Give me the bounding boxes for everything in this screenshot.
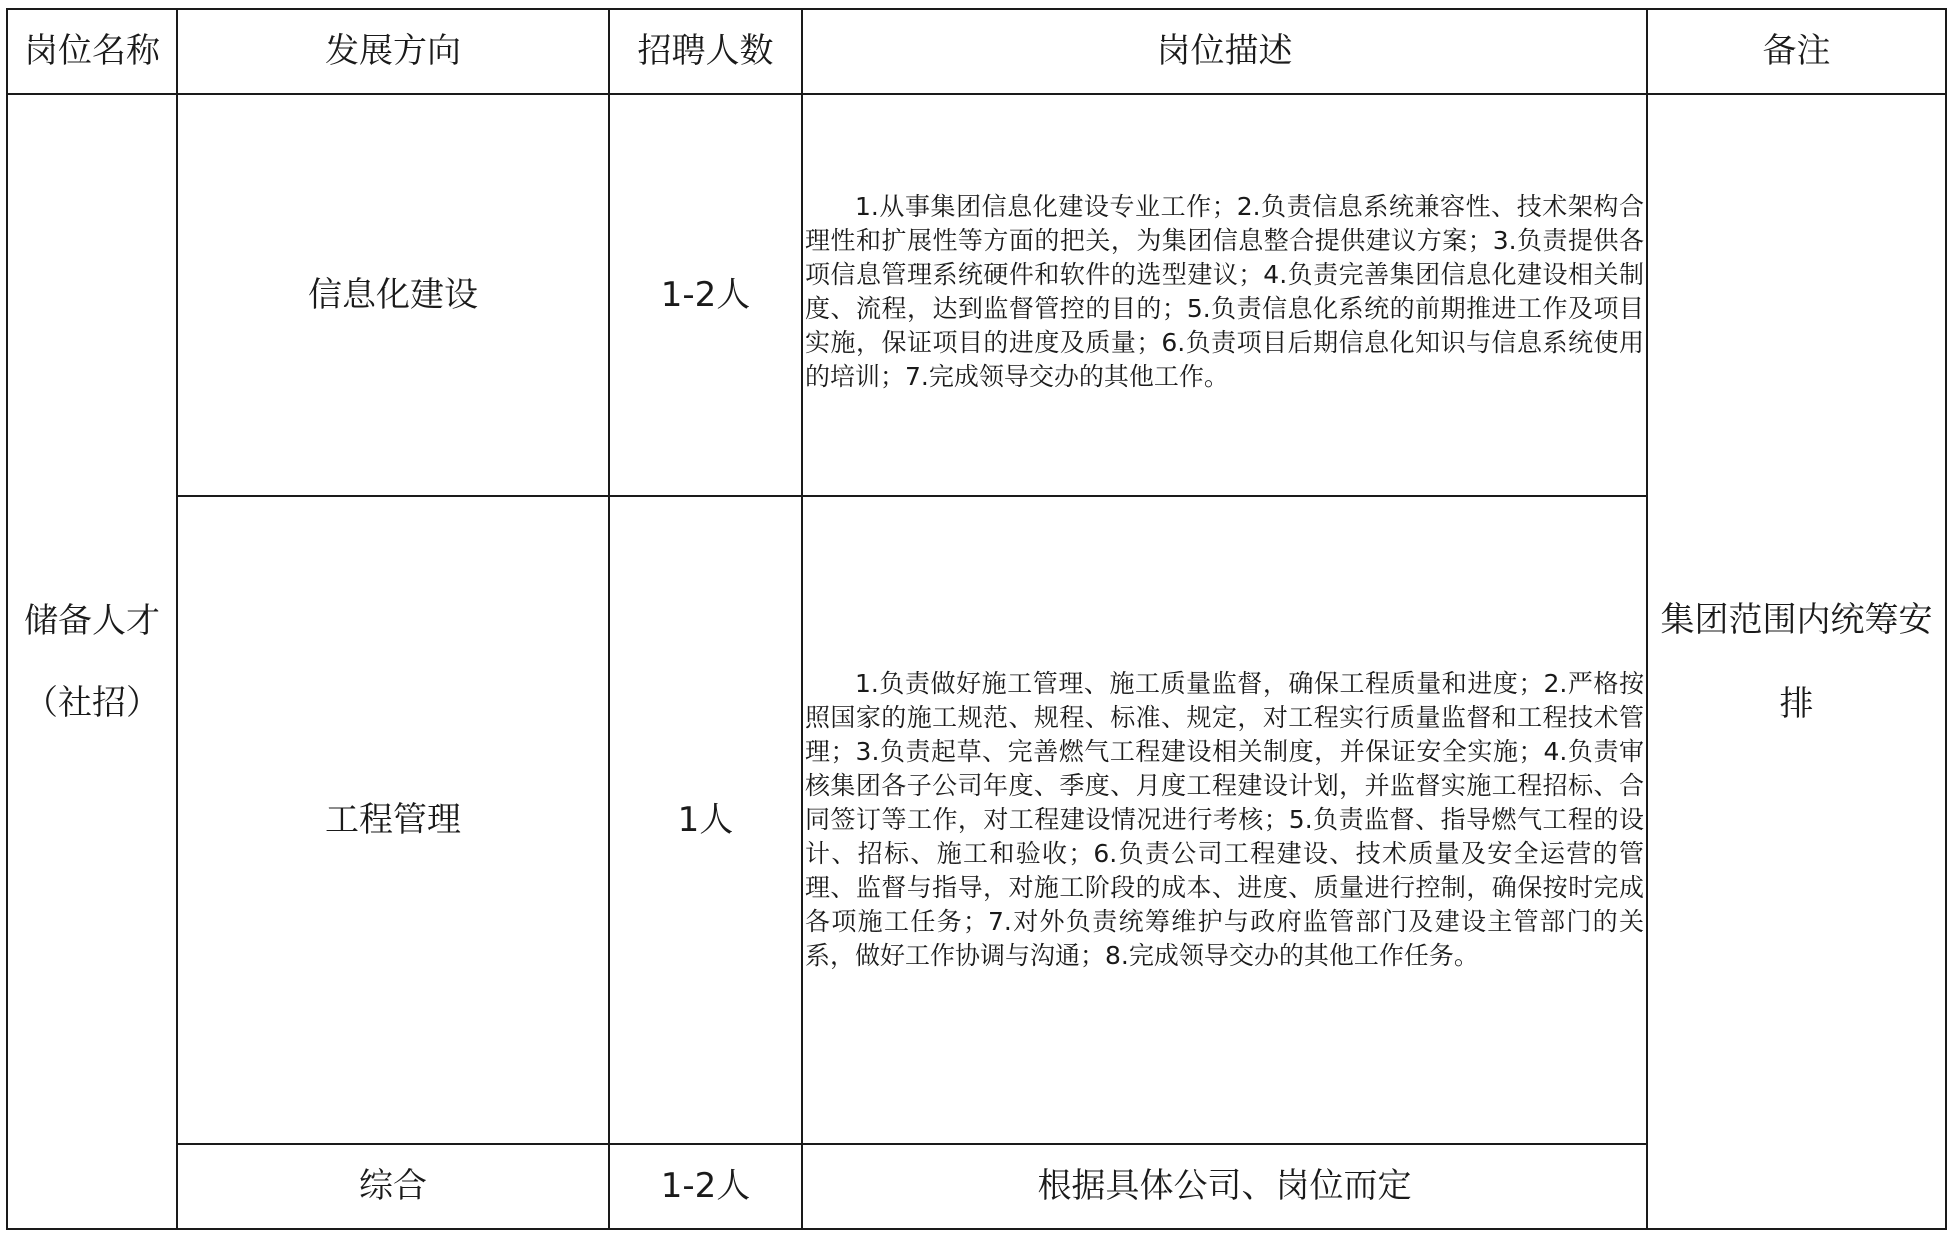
header-remark: 备注 [1762,31,1831,72]
remark-line2: 排 [1779,683,1814,724]
header-headcount: 招聘人数 [637,31,774,72]
row3-headcount: 1-2人 [660,1166,751,1207]
row2-description: 1.负责做好施工管理、施工质量监督，确保工程质量和进度；2.严格按照国家的施工规范、规程、标准、规定，对工程实行质量监督和工程技术管理；3.负责起草、完善燃气工程建设相关制度，并保证安全实施；4.负责审核集团各子公司年度、季度、月度工程建设计划，并监督实施工程招标、合同签订等工作，对工程建设情况进行考核；5.负责监督、指导燃气工程的设计、招标、施工和验收；6.负责公司工程建设、技术质量及安全运营的管理、监督与指导，对施工阶段的成本、进度、质量进行控制，确保按时完成各项施工任务；7.对外负责统筹维护与政府监管部门及建设主管部门的关系，做好工作协调与沟通；8.完成领导交办的其他工作任务。 [805,669,1644,970]
row2-headcount: 1人 [677,799,734,840]
col-divider-3 [801,8,803,1230]
header-position-name: 岗位名称 [24,31,160,72]
table-border-right [1945,8,1947,1230]
row1-description: 1.从事集团信息化建设专业工作；2.负责信息系统兼容性、技术架构合理性和扩展性等方面的把关，为集团信息整合提供建议方案；3.负责提供各项信息管理系统硬件和软件的选型建议；4.负责完善集团信息化建设相关制度、流程，达到监督管控的目的；5.负责信息化系统的前期推进工作及项目实施，保证项目的进度及质量；6.负责项目后期信息化知识与信息系统使用的培训；7.完成领导交办的其他工作。 [805,192,1644,391]
row3-description: 根据具体公司、岗位而定 [1037,1166,1412,1207]
row1-direction: 信息化建设 [308,274,478,315]
row2-direction: 工程管理 [325,799,461,840]
remark-line1: 集团范围内统筹安 [1660,599,1933,640]
position-name-line1: 储备人才 [24,600,160,641]
position-name-line2: （社招） [24,682,160,723]
position-name-cell [8,95,176,1228]
row3-direction: 综合 [359,1166,427,1207]
header-description: 岗位描述 [1156,31,1293,72]
table-border-bottom [6,1228,1947,1230]
remark-cell [1648,95,1945,1228]
header-direction: 发展方向 [325,31,461,72]
row1-headcount: 1-2人 [660,274,751,315]
